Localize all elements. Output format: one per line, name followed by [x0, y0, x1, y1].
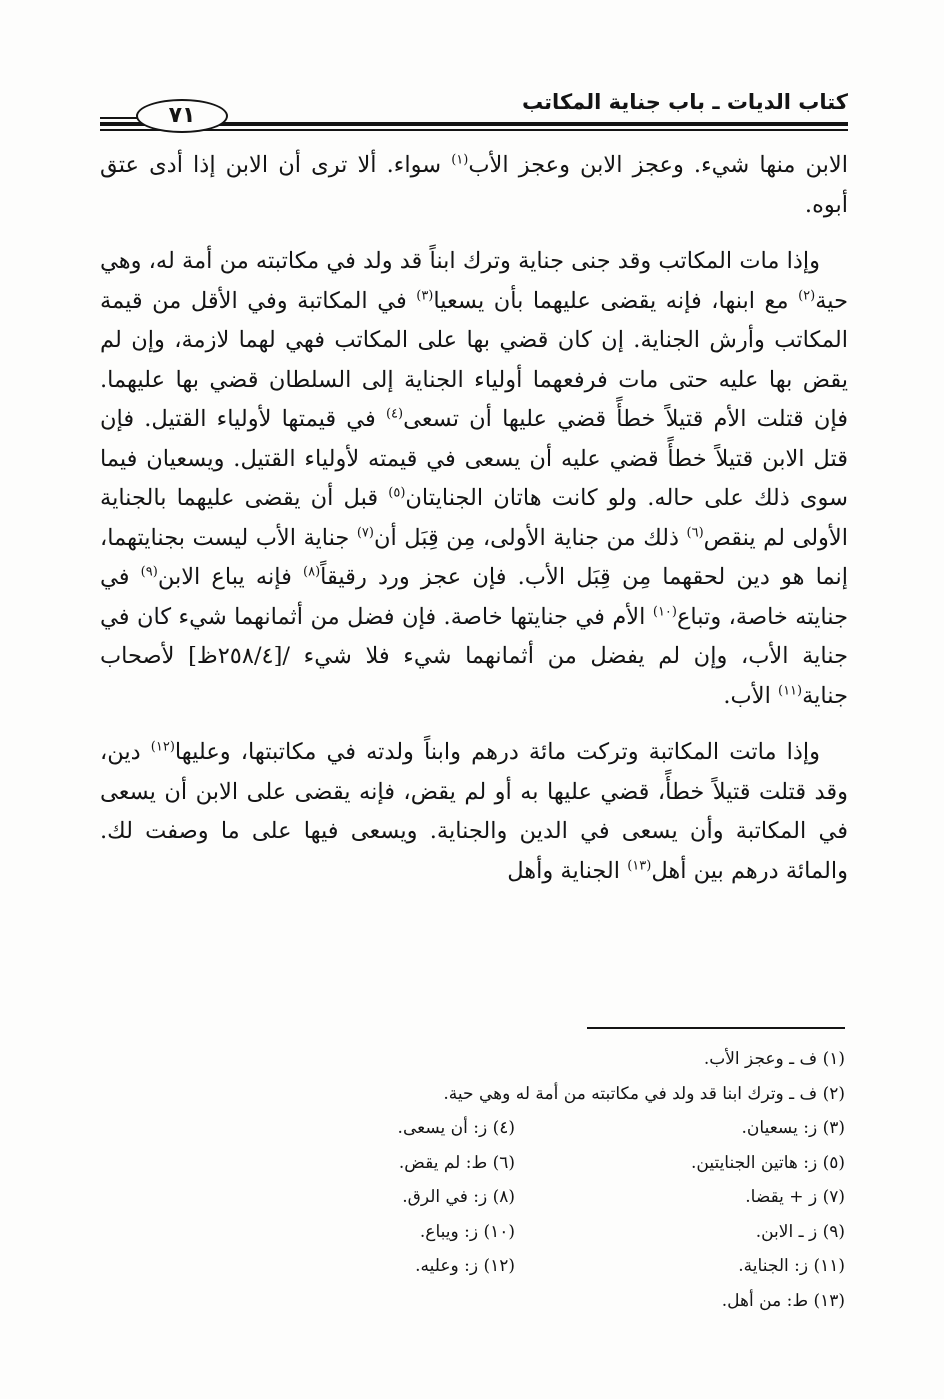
footnote: (١) ف ـ وعجز الأب.: [703, 1049, 845, 1069]
footnote: (٧) ز + يقضا.: [745, 1187, 845, 1207]
running-title: كتاب الديات ـ باب جناية المكاتب: [521, 90, 848, 114]
text-run: الجناية وأهل: [507, 857, 628, 884]
footnote: (١٢) ز: وعليه.: [415, 1256, 515, 1276]
footnote-row: [240, 1215, 845, 1250]
page-header: [100, 84, 848, 136]
main-text: [100, 146, 848, 908]
footnote-marker: (١١): [777, 683, 803, 698]
text-run: في المكاتبة وفي الأقل من قيمة المكاتب وأرش الجناية. إن كان قضي بها على المكاتب فهي لهما لازمة، وإن لم يقض بها عليه حتى مات فرفعهما أولياء الجناية إلى السلطان قضي بها عليهما. فإن قتلت الأم قتيلاً خطأً قضي عليها أن تسعى: [100, 287, 849, 432]
footnote-row: [240, 1111, 845, 1146]
text-run: مع ابنها، فإنه يقضى عليهما بأن يسعيا: [433, 287, 799, 314]
footnotes: [240, 1042, 845, 1318]
text-run: وإذا مات المكاتب وقد جنى جناية وترك ابناً قد ولد في مكاتبته من أمة له، وهي حية: [100, 248, 848, 314]
text-run: الأم في جنايتها خاصة. فإن فضل من أثمانهما شيء كان في جناية الأب، وإن لم يفضل من أثمانهما شيء فلا شيء /[٢٥٨/٤ظ] لأصحاب جناية: [100, 603, 848, 709]
header-rule-left-thin: [100, 117, 140, 119]
footnote: (٤) ز: أن يسعى.: [397, 1118, 515, 1138]
text-run: قبل أن يقضى عليهما بالجناية الأولى لم ينقص: [100, 485, 848, 551]
text-run: الأب.: [723, 682, 778, 709]
footnote-row: [240, 1284, 845, 1319]
footnote-marker: (١٣): [627, 858, 652, 873]
footnote-separator: [587, 1027, 845, 1029]
footnote: (٩) ز ـ الابن.: [755, 1221, 845, 1242]
footnote: (٣) ز: يسعيان.: [741, 1118, 845, 1138]
footnote-row: [240, 1077, 845, 1112]
footnote-marker: (١٢): [150, 739, 175, 755]
header-rule-thin: [100, 129, 848, 131]
text-run: سواء. ألا ترى أن الابن إذا أدى عتق أبوه.: [100, 152, 848, 218]
footnote-marker: (٥): [388, 485, 406, 501]
text-run: دين، وقد قتلت قتيلاً خطأً، قضي عليها به أو لم يقض، فإنه يقضى على الابن أن يسعى في المكاتبة وأن يسعى في الدين والجناية. ويسعى فيها على ما وصفت لك. والمائة درهم بين أهل: [100, 739, 848, 884]
footnote-marker: (٣): [416, 288, 434, 303]
footnote-marker: (٧): [356, 525, 374, 540]
footnote-row: [240, 1042, 845, 1077]
text-run: فإنه يباع الابن: [157, 564, 304, 590]
text-run: الابن منها شيء. وعجز الابن وعجز الأب: [468, 152, 848, 178]
footnote-marker: (٤): [385, 406, 404, 422]
paragraph: [100, 146, 848, 225]
text-run: في جنايته خاصة، وتباع: [100, 564, 848, 630]
footnote-row: [240, 1146, 845, 1181]
footnote: (٨) ز: في الرق.: [402, 1187, 515, 1207]
footnote-marker: (١): [451, 152, 469, 168]
footnote-marker: (٩): [140, 564, 158, 580]
text-run: ذلك من جناية الأولى، مِن قِبَل أن: [373, 524, 687, 551]
footnote-row: [240, 1180, 845, 1215]
paragraph: [100, 242, 848, 716]
text-run: وإذا ماتت المكاتبة وتركت مائة درهم وابناً ولدته في مكاتبتها، وعليها: [174, 739, 821, 765]
page-number: ٧١: [168, 103, 196, 128]
footnote-marker: (٨): [303, 564, 321, 580]
paragraph: [100, 733, 848, 891]
footnote: (١١) ز: الجناية.: [738, 1256, 845, 1276]
footnote: (٢) ف ـ وترك ابنا قد ولد في مكاتبته من أمة له وهي حية.: [443, 1083, 845, 1104]
footnote: (١٠) ز: ويباع.: [419, 1221, 515, 1242]
text-run: جناية الأب ليست بجنايتهما، إنما هو دين لحقهما مِن قِبَل الأب. فإن عجز ورد رقيقاً: [100, 524, 849, 590]
footnote-marker: (٢): [798, 288, 816, 303]
text-run: في قيمتها لأولياء القتيل. فإن قتل الابن قتيلاً خطأً قضي عليه أن يسعى في قيمته لأولياء القتيل. ويسعيان فيما سوى ذلك على حاله. ولو كانت هاتان الجنايتان: [100, 406, 848, 511]
footnote: (٥) ز: هاتين الجنايتين.: [690, 1152, 845, 1173]
page-number-oval: [136, 99, 228, 133]
footnote-marker: (١٠): [652, 604, 677, 619]
footnote-marker: (٦): [686, 525, 704, 540]
footnote: (٦) ط: لم يقض.: [398, 1152, 515, 1173]
footnote: (١٣) ط: من أهل.: [721, 1290, 845, 1311]
footnote-row: [240, 1249, 845, 1284]
